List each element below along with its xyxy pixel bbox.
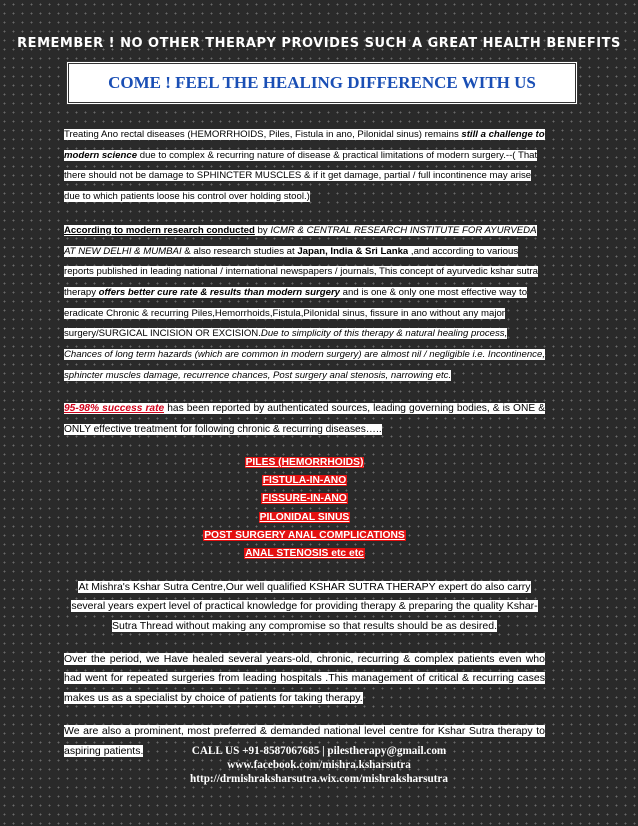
facebook-link[interactable]: www.facebook.com/mishra.ksharsutra xyxy=(227,759,411,771)
research-simplicity: Due to simplicity of this therapy & natural healing process, Chances of long term hazards (which are common in modern surgery) are almost nil / negligible i.e. Incontinence, sphincter muscles damage, recurrence chances, Post surgery anal stenosis, narrowing etc. xyxy=(64,328,545,381)
disease-item: ANAL STENOSIS etc etc xyxy=(245,548,364,560)
intro-text-cont: due to complex & recurring nature of disease & practical limitations of modern surgery.--( That there should not be damage to SPHINCTER MUSCLES & if it get damage, partial / full incontinence may arise due to which patients loose his control over holding stool.) xyxy=(64,149,538,203)
national-text: We are also a prominent, most preferred & demanded national level centre for Kshar Sutra therapy to aspiring patients. xyxy=(64,724,545,757)
paragraph-research xyxy=(64,220,545,386)
top-banner: REMEMBER ! NO OTHER THERAPY PROVIDES SUCH A GREAT HEALTH BENEFITS xyxy=(17,36,621,51)
intro-emphasis: still a challenge to modern science xyxy=(64,129,545,161)
disease-item: FISTULA-IN-ANO xyxy=(262,475,347,487)
research-countries: Japan, India & Sri Lanka xyxy=(297,245,409,257)
content-area xyxy=(64,124,545,773)
centre-text: At Mishra's Kshar Sutra Centre,Our well qualified KSHAR SUTRA THERAPY expert do also carry several years expert level of practical knowledge for providing therapy & preparing the quality Kshar-Sutra Thread without making any compromise so that results should be as desired. xyxy=(71,580,538,633)
research-claim: offers better cure rate & results than modern surgery xyxy=(98,286,341,298)
research-lead: According to modern research conducted xyxy=(64,224,255,236)
healed-text: Over the period, we Have healed several years-old, chronic, recurring & complex patients even who had went for repeated surgeries from leading hospitals .This management of critical & recurring cases makes us as a specialist by choice of patients for taking therapy. xyxy=(64,652,545,705)
paragraph-intro xyxy=(64,124,545,207)
disease-item: PILES (HEMORRHOIDS) xyxy=(245,456,364,468)
paragraph-centre xyxy=(64,577,545,636)
intro-text: Treating Ano rectal diseases (HEMORRHOIDS, Piles, Fistula in ano, Pilonidal sinus) remains xyxy=(64,129,462,140)
disease-list xyxy=(64,453,545,563)
website-link[interactable]: http://drmishraksharsutra.wix.com/mishraksharsutra xyxy=(190,773,448,785)
paragraph-success xyxy=(64,398,545,439)
success-text: has been reported by authenticated sources, leading governing bodies, & is ONE & ONLY effective treatment for following chronic & recurring diseases….. xyxy=(64,403,545,436)
success-rate: 95-98% success rate xyxy=(64,403,165,415)
research-institute: ICMR & CENTRAL RESEARCH INSTITUTE FOR AYURVEDA AT NEW DELHI & MUMBAI xyxy=(64,224,537,257)
contact-line: CALL US +91-8587067685 | pilestherapy@gmail.com xyxy=(191,745,447,757)
disease-item: POST SURGERY ANAL COMPLICATIONS xyxy=(204,530,405,542)
research-text: & also research studies at xyxy=(181,245,298,257)
research-reports: ,and according to various reports published in leading national / international newspapers / journals, This concept of ayurvedic kshar sutra therapy xyxy=(64,245,538,298)
title-box xyxy=(66,61,578,105)
disease-item: PILONIDAL SINUS xyxy=(259,511,350,523)
page-title: COME ! FEEL THE HEALING DIFFERENCE WITH US xyxy=(108,73,536,92)
paragraph-healed xyxy=(64,649,545,708)
contact-footer xyxy=(0,744,638,786)
research-eradicate: and is one & only one most effective way to eradicate Chronic & recurring Piles,Hemorrhoids,Fistula,Pilonidal sinus, fissure in ano without any major surgery/SURGICAL INCISION OR EXCISION. xyxy=(64,286,528,340)
research-by: by xyxy=(254,224,271,236)
disease-item: FISSURE-IN-ANO xyxy=(262,493,347,505)
